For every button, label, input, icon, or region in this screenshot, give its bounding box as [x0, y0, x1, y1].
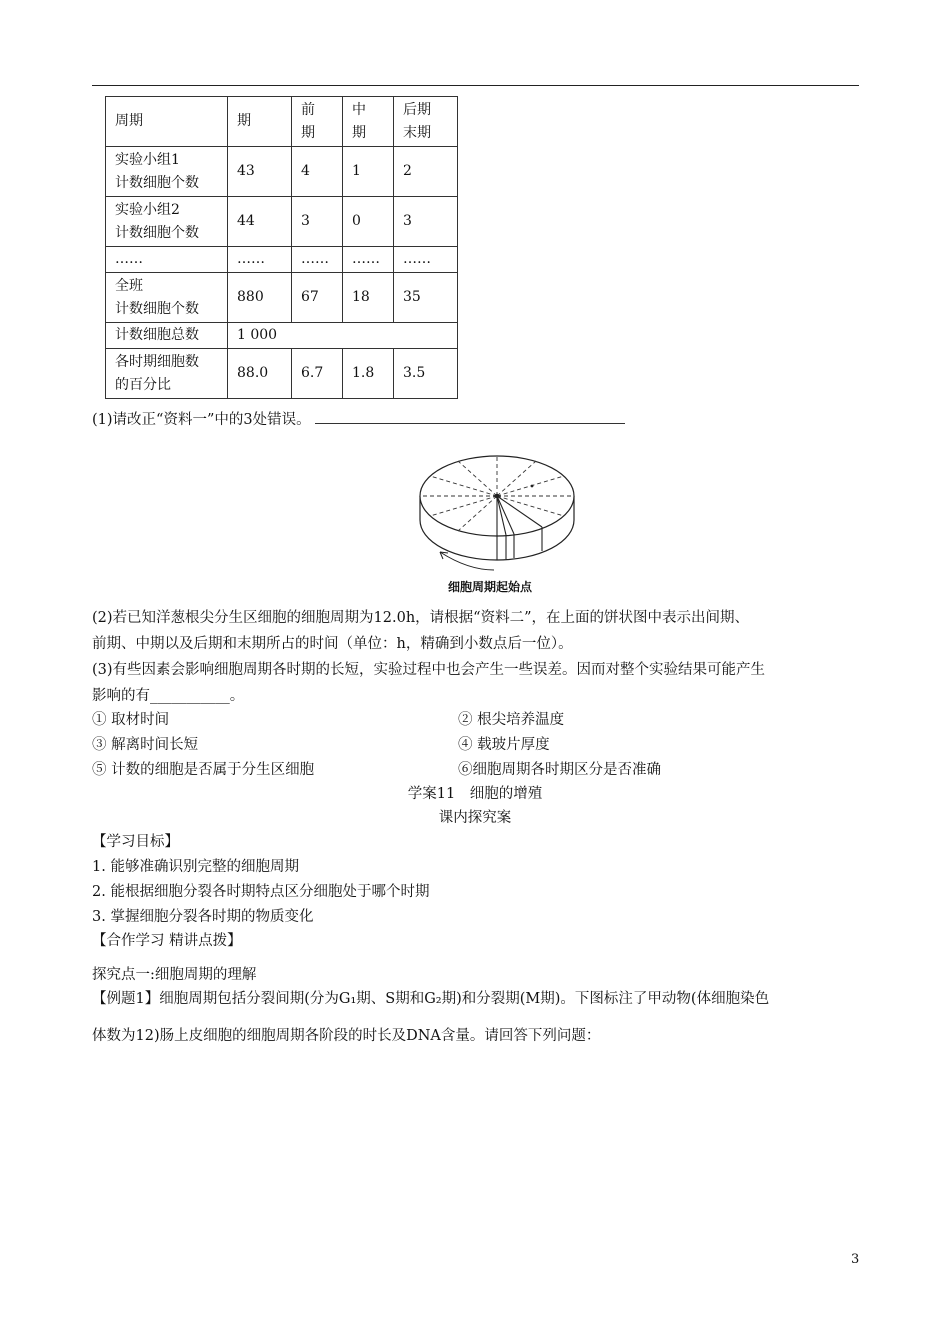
table-cell: …… — [228, 247, 292, 273]
table-cell: 周期 — [106, 97, 228, 147]
table-cell: 期 — [228, 97, 292, 147]
option-2: ② 根尖培养温度 — [458, 712, 565, 728]
option-4: ④ 载玻片厚度 — [458, 737, 550, 753]
table-cell: 18 — [343, 273, 394, 323]
explore-point-heading: 探究点一:细胞周期的理解 — [92, 967, 257, 983]
example-line-1: 【例题1】细胞周期包括分裂间期(分为G₁期、S期和G₂期)和分裂期(M期)。下图标注了甲动物(体细胞染色 — [92, 991, 770, 1007]
option-6: ⑥细胞周期各时期区分是否准确 — [458, 762, 661, 778]
table-cell: 1 000 — [228, 323, 458, 349]
table-cell: 0 — [343, 197, 394, 247]
cell-cycle-pie-drawing — [418, 440, 578, 580]
table-cell: 2 — [394, 147, 458, 197]
question-1 — [92, 408, 625, 429]
table-cell: …… — [292, 247, 343, 273]
lesson-subtitle: 课内探究案 — [438, 810, 512, 826]
header-rule — [92, 85, 859, 86]
table-cell: 35 — [394, 273, 458, 323]
table-cell: 6.7 — [292, 349, 343, 399]
question-3-line-1: (3)有些因素会影响细胞周期各时期的长短，实验过程中也会产生一些误差。因而对整个实验结果可能产生 — [92, 662, 766, 678]
table-cell: 全班 计数细胞个数 — [106, 273, 228, 323]
question-3-line-2: 影响的有___________。 — [92, 688, 245, 704]
table-row-percent — [106, 349, 458, 399]
table-cell: 各时期细胞数 的百分比 — [106, 349, 228, 399]
pie-diagram — [418, 440, 578, 600]
table-cell: …… — [394, 247, 458, 273]
question-2-line-1: (2)若已知洋葱根尖分生区细胞的细胞周期为12.0h，请根据“资料二”，在上面的饼状图中表示出间期、 — [92, 610, 749, 626]
table-cell: 实验小组1 计数细胞个数 — [106, 147, 228, 197]
table-cell: 实验小组2 计数细胞个数 — [106, 197, 228, 247]
cooperation-heading: 【合作学习 精讲点拨】 — [92, 933, 242, 949]
table-cell: 计数细胞总数 — [106, 323, 228, 349]
option-5: ⑤ 计数的细胞是否属于分生区细胞 — [92, 762, 315, 778]
table-cell: 43 — [228, 147, 292, 197]
table-cell: 前 期 — [292, 97, 343, 147]
goal-item: 3. 掌握细胞分裂各时期的物质变化 — [92, 909, 314, 925]
option-3: ③ 解离时间长短 — [92, 737, 199, 753]
table-cell: 中 期 — [343, 97, 394, 147]
table-cell: 1.8 — [343, 349, 394, 399]
answer-blank — [315, 409, 625, 424]
table-cell: 880 — [228, 273, 292, 323]
lesson-title: 学案11 细胞的增殖 — [407, 786, 543, 802]
cell-count-table — [105, 96, 458, 399]
goals-heading: 【学习目标】 — [92, 834, 179, 850]
table-row — [106, 273, 458, 323]
table-cell: 88.0 — [228, 349, 292, 399]
question-2-line-2: 前期、中期以及后期和末期所占的时间（单位：h，精确到小数点后一位）。 — [92, 636, 573, 652]
table-cell: …… — [343, 247, 394, 273]
table-cell: 1 — [343, 147, 394, 197]
table-cell: …… — [106, 247, 228, 273]
table-cell: 3 — [394, 197, 458, 247]
goal-item: 2. 能根据细胞分裂各时期特点区分细胞处于哪个时期 — [92, 884, 430, 900]
table-header-row — [106, 97, 458, 147]
question-1-text: (1)请改正“资料一”中的3处错误。 — [92, 412, 311, 428]
table-cell: 3 — [292, 197, 343, 247]
table-row-total — [106, 323, 458, 349]
example-line-2: 体数为12)肠上皮细胞的细胞周期各阶段的时长及DNA含量。请回答下列问题： — [92, 1028, 601, 1044]
table-cell: 44 — [228, 197, 292, 247]
option-1: ① 取材时间 — [92, 712, 170, 728]
pie-caption: 细胞周期起始点 — [448, 580, 533, 594]
table-row — [106, 147, 458, 197]
page-number: 3 — [851, 1252, 860, 1267]
goal-item: 1. 能够准确识别完整的细胞周期 — [92, 859, 299, 875]
table-row — [106, 247, 458, 273]
table-cell: 67 — [292, 273, 343, 323]
table-cell: 3.5 — [394, 349, 458, 399]
table-row — [106, 197, 458, 247]
table-cell: 4 — [292, 147, 343, 197]
table-cell: 后期 末期 — [394, 97, 458, 147]
